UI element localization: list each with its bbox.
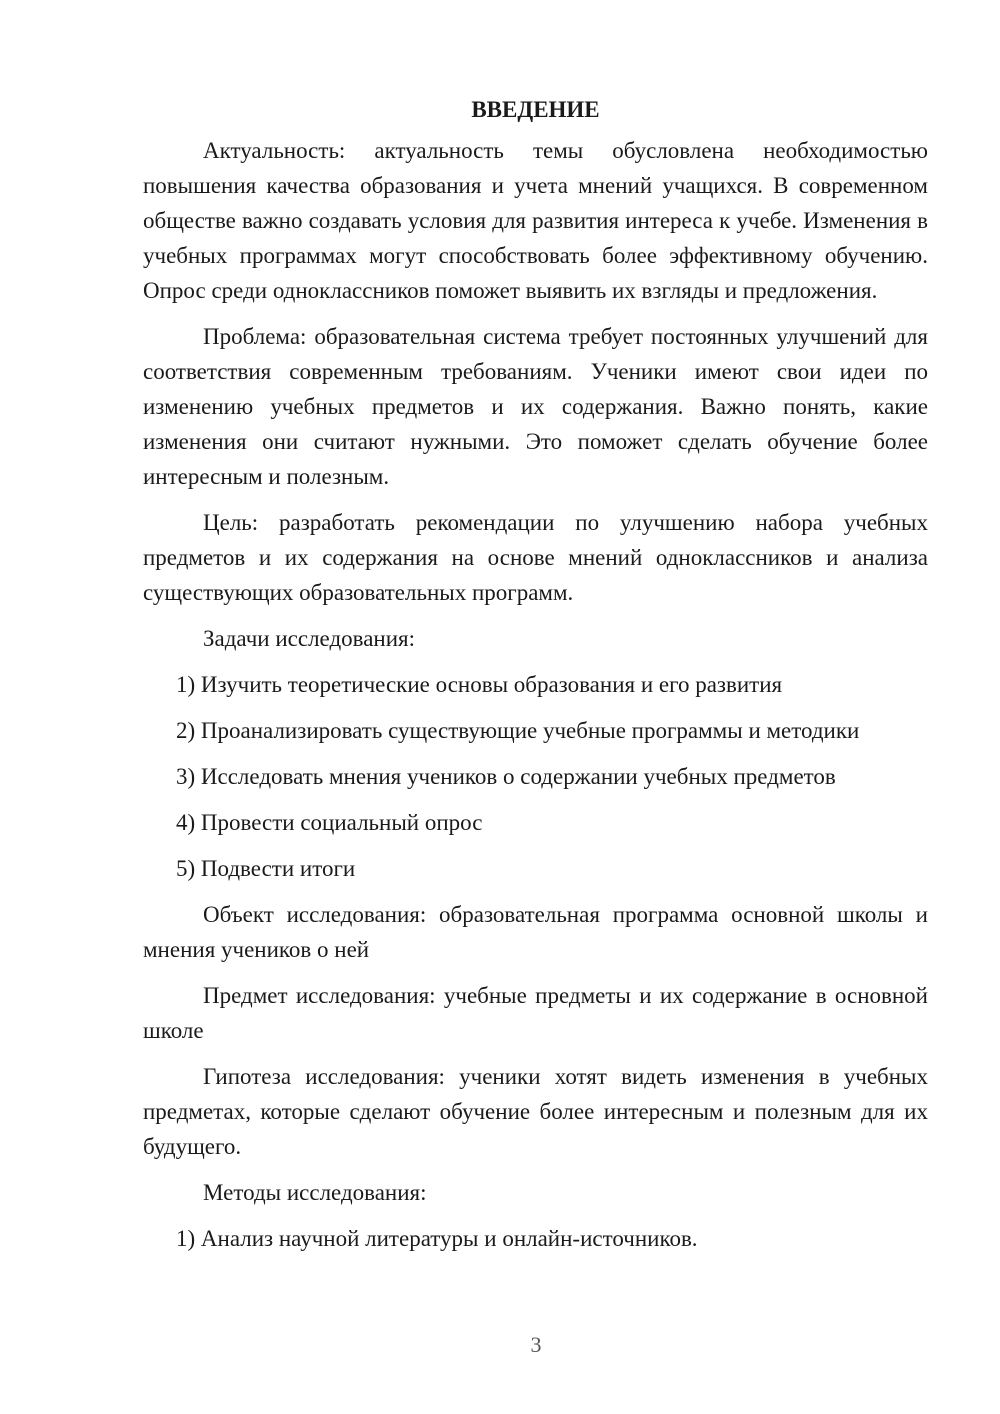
problem-paragraph: Проблема: образовательная система требует постоянных улучшений для соответствия современным требованиям. Ученики имеют свои идеи по изменению учебных предметов и их содержания. Важно понять, какие изменения они считают нужными. Это поможет сделать обучение более интересным и полезным. (143, 324, 928, 489)
task-item: 1) Изучить теоретические основы образования и его развития (176, 672, 783, 697)
hypothesis-paragraph: Гипотеза исследования: ученики хотят видеть изменения в учебных предметах, которые сделают обучение более интересным и полезным для их будущего. (143, 1064, 928, 1159)
goal-paragraph: Цель: разработать рекомендации по улучшению набора учебных предметов и их содержания на основе мнений одноклассников и анализа существующих образовательных программ. (143, 510, 928, 605)
object-paragraph: Объект исследования: образовательная программа основной школы и мнения учеников о ней (143, 902, 928, 962)
tasks-title: Задачи исследования: (203, 626, 416, 651)
task-item: 4) Провести социальный опрос (176, 810, 483, 835)
methods-title: Методы исследования: (203, 1180, 427, 1205)
relevance-paragraph: Актуальность: актуальность темы обусловлена необходимостью повышения качества образования и учета мнений учащихся. В современном обществе важно создавать условия для развития интереса к учебе. Изменения в учебных программах могут способствовать более эффективному обучению. Опрос среди одноклассников поможет выявить их взгляды и предложения. (143, 138, 928, 303)
page-number: 3 (530, 1332, 542, 1357)
task-item: 2) Проанализировать существующие учебные программы и методики (176, 718, 860, 743)
task-item: 5) Подвести итоги (176, 856, 356, 881)
task-item: 3) Исследовать мнения учеников о содержании учебных предметов (176, 764, 836, 789)
section-heading: ВВЕДЕНИЕ (471, 97, 600, 122)
subject-paragraph: Предмет исследования: учебные предметы и их содержание в основной школе (143, 983, 928, 1043)
page-content (143, 93, 928, 1256)
method-item: 1) Анализ научной литературы и онлайн-источников. (176, 1226, 698, 1251)
